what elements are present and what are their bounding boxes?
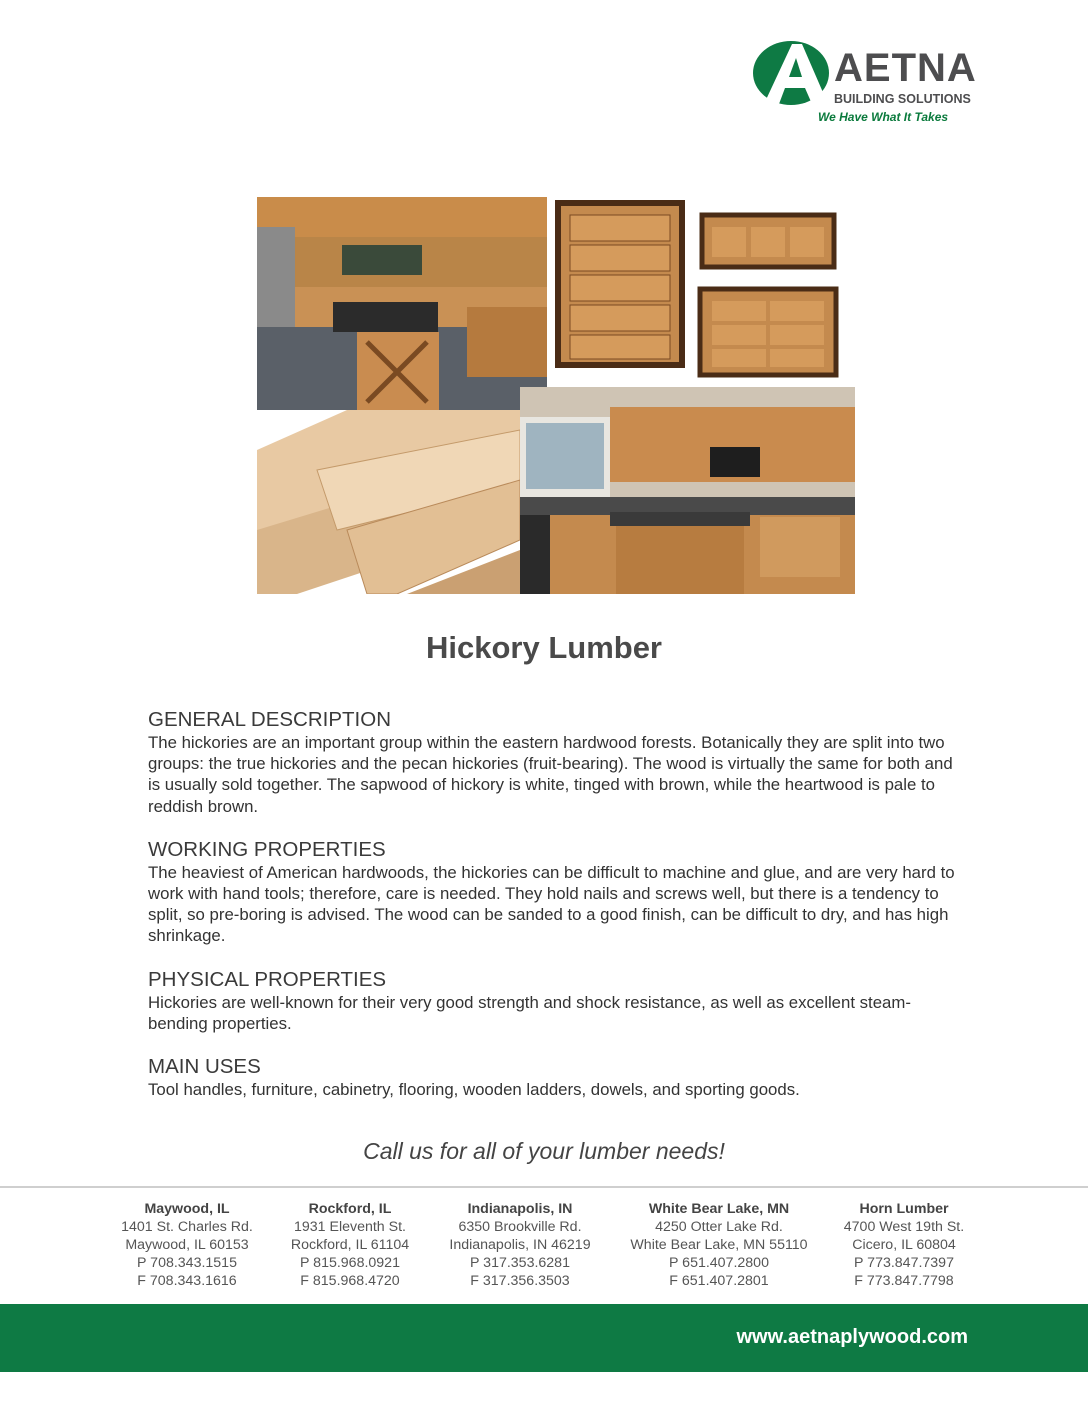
location-phone: P 651.407.2800: [669, 1255, 769, 1271]
section-body: The heaviest of American hardwoods, the hickories can be difficult to machine and glue, and are very hard to work with hand tools; therefore, care is needed. They hold nails and screws well, but there is a tendency to split, so pre-boring is advised. The wood can be sanded to a good finish, can be difficult to dry, and has high shrinkage.: [148, 862, 955, 946]
footer-divider: [0, 1186, 1088, 1188]
location-city: White Bear Lake, MN 55110: [630, 1237, 808, 1253]
brand-name: AETNA: [834, 46, 977, 90]
aetna-logo: [752, 40, 992, 126]
section-body: Hickories are well-known for their very good strength and shock resistance, as well as excellent steam-bending properties.: [148, 992, 911, 1033]
boards-illustration: [257, 410, 520, 594]
location-street: 4700 West 19th St.: [843, 1219, 965, 1235]
location-indianapolis: [440, 1200, 600, 1290]
section-heading: WORKING PROPERTIES: [148, 837, 386, 861]
location-city: Maywood, IL 60153: [125, 1237, 249, 1253]
location-street: 1931 Eleventh St.: [293, 1219, 406, 1235]
location-street: 1401 St. Charles Rd.: [121, 1219, 253, 1235]
website-link[interactable]: www.aetnaplywood.com: [736, 1326, 968, 1348]
photo-hickory-boards: [257, 410, 520, 594]
location-name: Maywood, IL: [144, 1201, 230, 1217]
section-heading: GENERAL DESCRIPTION: [148, 708, 392, 731]
location-phone: P 708.343.1515: [137, 1255, 237, 1271]
section-body: The hickories are an important group within the eastern hardwood forests. Botanically they are split into two groups: the true hickories and the pecan hickories (fruit-bearing). The wood is virtually the same for both and is usually sold together. The sapwood of hickory is white, tinged with brown, while the heartwood is pale to reddish brown.: [148, 733, 953, 816]
location-fax: F 815.968.4720: [300, 1273, 400, 1289]
location-fax: F 317.356.3503: [470, 1273, 570, 1289]
location-name: Horn Lumber: [859, 1201, 949, 1217]
location-white-bear-lake: [620, 1200, 818, 1290]
section-general-description: [148, 707, 968, 817]
kitchen-island-illustration: [257, 197, 547, 410]
section-physical-properties: [148, 967, 968, 1034]
aetna-a-icon: [752, 40, 830, 106]
location-city: Rockford, IL 61104: [290, 1237, 410, 1253]
photo-kitchen-island: [257, 197, 547, 410]
section-heading: MAIN USES: [148, 1055, 261, 1079]
dressers-illustration: [548, 197, 840, 387]
location-fax: F 708.343.1616: [137, 1273, 237, 1289]
location-rockford: [280, 1200, 420, 1290]
page-title: Hickory Lumber: [425, 630, 662, 665]
location-maywood: [112, 1200, 262, 1290]
brand-subtitle: BUILDING SOLUTIONS: [834, 92, 971, 106]
brand-tagline: We Have What It Takes: [818, 110, 949, 124]
location-phone: P 773.847.7397: [854, 1255, 954, 1271]
call-to-action: Call us for all of your lumber needs!: [363, 1138, 725, 1164]
location-phone: P 317.353.6281: [470, 1255, 570, 1271]
location-fax: F 651.407.2801: [669, 1273, 769, 1289]
location-horn-lumber: [832, 1200, 976, 1290]
section-main-uses: [148, 1054, 968, 1100]
location-city: Cicero, IL 60804: [852, 1237, 956, 1253]
location-name: Indianapolis, IN: [467, 1201, 573, 1217]
location-street: 4250 Otter Lake Rd.: [655, 1219, 783, 1235]
section-body: Tool handles, furniture, cabinetry, flooring, wooden ladders, dowels, and sporting goods.: [148, 1080, 800, 1100]
location-phone: P 815.968.0921: [300, 1255, 400, 1271]
content-sections: [148, 707, 968, 1120]
location-city: Indianapolis, IN 46219: [449, 1237, 591, 1253]
kitchen-cabinets-illustration: [520, 387, 855, 594]
section-heading: PHYSICAL PROPERTIES: [148, 967, 387, 991]
photo-kitchen-cabinets: [520, 387, 855, 594]
location-name: White Bear Lake, MN: [648, 1201, 790, 1217]
location-name: Rockford, IL: [308, 1201, 392, 1217]
location-fax: F 773.847.7798: [854, 1273, 954, 1289]
photo-hickory-dressers: [548, 197, 840, 387]
location-street: 6350 Brookville Rd.: [458, 1219, 582, 1235]
section-working-properties: [148, 837, 968, 947]
